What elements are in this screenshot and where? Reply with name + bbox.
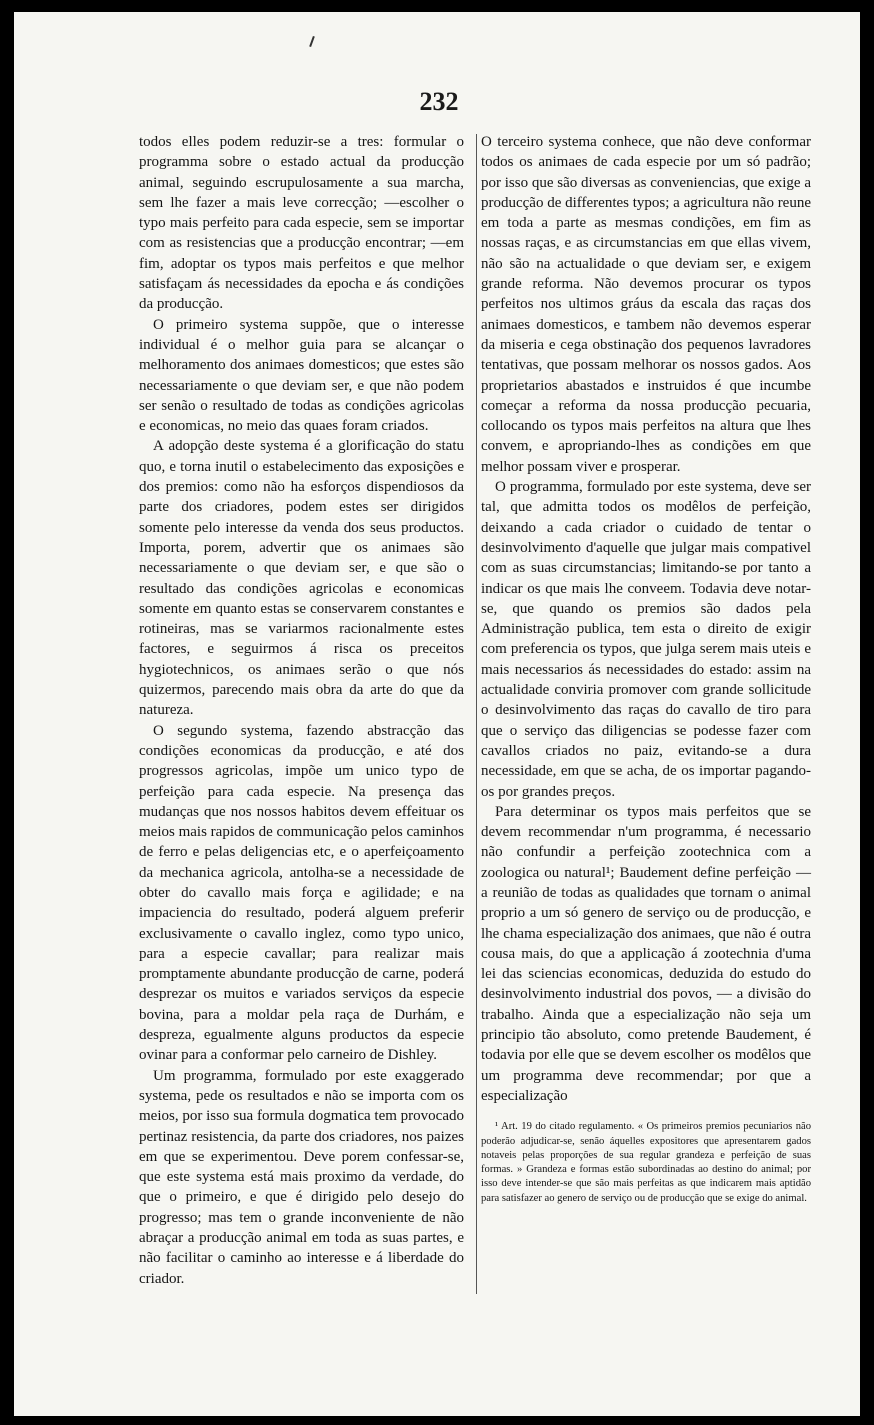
right-paragraph-2: O programma, formulado por este systema, deve ser tal, que admitta todos os modêlos de perfeição, deixando a cada criador o cuidado de tentar o desinvolvimento d'aquelle que julgar mais compativel com as suas circumstancias; limitando-se por tanto a indicar os que mais lhe conveem. Todavia deve notar-se, que quando os premios são dados pela Administração publica, tem esta o direito de exigir com preferencia os typos, que julga serem mais uteis e mais necessarios ás necessidades do estado: assim na actualidade conviria promover com grande sollicitude o desinvolvimento das raças do cavallo de tiro para que o serviço das diligencias se podesse fazer com cavallos criados no paiz, evitando-se a dura necessidade, em que se acha, de os importar pagando-os por grandes preços. [481, 479, 811, 800]
left-paragraph-5: Um programma, formulado por este exaggerado systema, pede os resultados e não se importa com os meios, por isso sua formula dogmatica tem provocado pertinaz resistencia, da parte dos criadores, nos paizes em que se experimentou. Deve porem confessar-se, que este systema está mais proximo da verdade, do que o primeiro, e que é dirigido pelo desejo do progresso; mas tem o grande inconveniente de não abraçar a producção animal em toda as suas partes, e não facilitar o caminho ao interesse e á liberdade do criador. [139, 1067, 464, 1287]
book-page [14, 12, 860, 1416]
right-paragraph-3: Para determinar os typos mais perfeitos que se devem recommendar n'um programma, é necessario não confundir a perfeição zootechnica com a zoologica ou natural¹; Baudement define perfeição — a reunião de todas as qualidades que tornam o animal proprio a um só genero de serviço ou de producção, e lhe chama especialização dos animaes, que não é outra cousa mais, do que a applicação á zootechnia d'uma lei das sciencias economicas, deduzida do estudo do desinvolvimento industrial dos povos, — a divisão do trabalho. Ainda que a especialização não seja um principio tão absoluto, como pretende Baudement, é todavia por elle que se devem escolher os modêlos que um programma deve recommendar; por que a especialização [481, 803, 811, 1104]
left-paragraph-1: todos elles podem reduzir-se a tres: formular o programma sobre o estado actual da producção animal, seguindo escrupulosamente a sua marcha, sem lhe fazer a mais leve correcção; —escolher o typo mais perfeito para cada especie, sem se importar com as resistencias que a producção encontrar; —em fim, adoptar os typos mais perfeitos e que melhor satisfaçam ás necessidades da epocha e ás condições da producção. [139, 134, 464, 313]
left-paragraph-2: O primeiro systema suppõe, que o interesse individual é o melhor guia para se alcançar o melhoramento dos animaes domesticos; que estes são necessariamente o que deviam ser, e que não podem ser senão o resultado de todas as condições agricolas e economicas, no meio das quaes foram criados. [139, 316, 464, 435]
column-divider [476, 134, 477, 1294]
right-column [481, 132, 811, 1206]
footnote-1: ¹ Art. 19 do citado regulamento. « Os primeiros premios pecuniarios não poderão adjudicar-se, senão áquelles expositores que apresentarem gados notaveis pelas proporções de sua regular grandeza e perfeição de suas formas. » Grandeza e formas estão subordinadas ao destino do animal; por isso deve intender-se que são mais perfeitas as que indicarem mais aptidão para satisfazer ao genero de serviço ou de producção que se exige do animal. [481, 1121, 811, 1204]
margin-mark [309, 36, 315, 47]
left-paragraph-3: A adopção deste systema é a glorificação do statu quo, e torna inutil o estabelecimento das exposições e dos premios: como não ha esforços dispendiosos da parte dos criadores, podem estes ser dirigidos somente pelo interesse da venda dos seus productos. Importa, porem, advertir que os animaes são necessariamente o que deviam ser, e que são o resultado das condições agricolas e economicas somente em quanto estas se conservarem constantes e rotineiras, mas se variarmos racionalmente estes factores, e seguirmos á risca os preceitos hygiotechnicos, os animaes serão o que nós quizermos, parecendo mais obra da arte do que da natureza. [139, 438, 464, 719]
page-number: 232 [419, 87, 459, 116]
right-paragraph-1: O terceiro systema conhece, que não deve conformar todos os animaes de cada especie por um só padrão; por isso que são diversas as conveniencias, que exige a producção de differentes typos; a agricultura não reune em toda a parte as mesmas condições, em fim as nossas raças, e as circumstancias em que ellas vivem, não são na actualidade o que deviam ser, e exigem grande reforma. Não devemos procurar os typos perfeitos nos ultimos gráus da escala das raças dos animaes domesticos, e tambem não devemos esperar da miseria e cega obstinação dos pequenos lavradores tentativas, que possam melhorar os nossos gados. Aos proprietarios abastados e instruidos é que incumbe começar a reforma da nossa producção pecuaria, collocando os typos mais perfeitos na altura que lhes convem, e apropriando-lhes as condições em que melhor possam viver e prosperar. [481, 134, 811, 475]
left-column [139, 132, 464, 1289]
footnotes [481, 1120, 811, 1206]
left-paragraph-4: O segundo systema, fazendo abstracção das condições economicas da producção, e até dos progressos agricolas, impõe um unico typo de perfeição para cada especie. Na presença das mudanças que nos nossos habitos devem effeituar os meios mais rapidos de communicação pelos caminhos de ferro e pelas deligencias etc, e o aperfeiçoamento da mechanica agricola, antolha-se a necessidade de obter do cavallo mais força e agilidade; e na impaciencia do resultado, poderá alguem preferir exclusivamente o cavallo inglez, como typo unico, para a especie cavallar; para realizar mais promptamente abundante producção de carne, poderá desprezar os muitos e variados serviços da especie bovina, para a moldar pela raça de Durhám, e despreza, egualmente alguns productos da especie ovinar para a conformar pelo carneiro de Dishley. [139, 722, 464, 1064]
